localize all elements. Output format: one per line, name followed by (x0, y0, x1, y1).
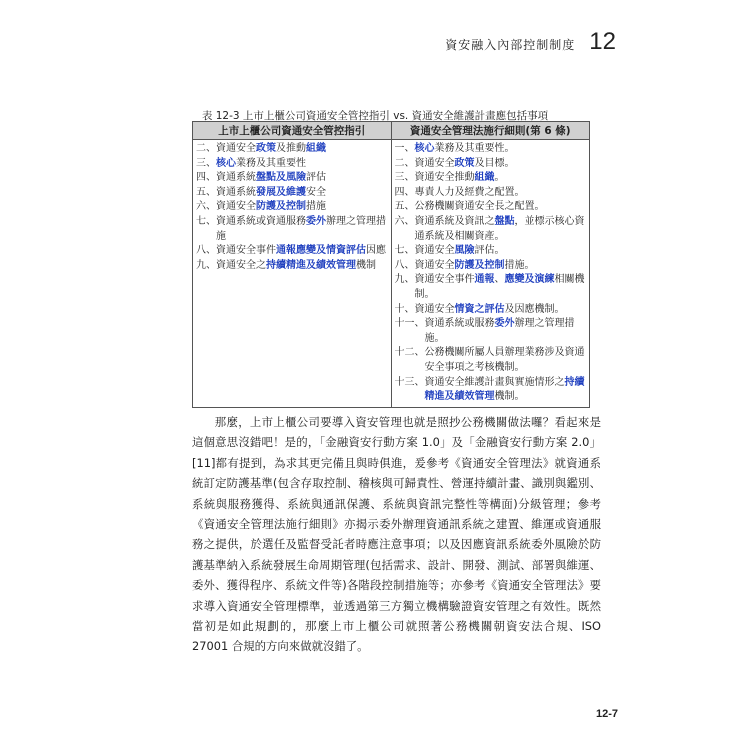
table-item (196, 186, 388, 201)
item-text (216, 157, 388, 172)
item-index: 四、 (196, 172, 216, 184)
item-text-segment: ，並標示核心資通系統及相關資產。 (414, 215, 585, 242)
item-text (216, 200, 388, 215)
item-text (415, 142, 587, 157)
item-text-segment: 措施。 (504, 259, 535, 271)
highlighted-term: 盤點及風險 (256, 172, 306, 184)
item-index: 十三、 (394, 376, 425, 388)
left-column (193, 140, 392, 408)
item-text-segment: 業務及其重要性。 (434, 143, 515, 154)
table-item (395, 244, 587, 259)
item-text-segment: 措施 (306, 201, 326, 213)
item-index: 五、 (196, 186, 216, 198)
highlighted-term: 組織 (306, 143, 326, 154)
item-text-segment: 資通安全 (414, 303, 455, 315)
highlighted-term: 通報 (474, 274, 495, 286)
item-index: 九、 (394, 274, 415, 286)
highlighted-term: 持續精進及績效管理 (424, 376, 585, 403)
highlighted-term: 盤點 (494, 215, 515, 227)
item-text (415, 244, 587, 259)
item-text-segment: 辦理之管理措施 (216, 215, 386, 242)
table-item (395, 273, 587, 302)
table-item (395, 259, 587, 274)
table-item (395, 142, 587, 157)
table-item (395, 376, 587, 405)
table-item (196, 142, 388, 157)
item-text-segment: 資通系統 (216, 172, 256, 184)
item-index: 八、 (196, 245, 216, 257)
table-item (196, 244, 388, 259)
item-text-segment: 資通系統及資訊之 (414, 215, 495, 227)
body-text (192, 412, 601, 657)
highlighted-term: 組織 (474, 172, 495, 184)
item-text (415, 259, 587, 274)
highlighted-term: 情資之評估 (454, 303, 505, 315)
item-text-segment: 業務及其重要性 (236, 157, 306, 169)
table-item (196, 157, 388, 172)
item-text-segment: 機制。 (494, 391, 525, 403)
item-text-segment: 資通安全 (216, 143, 256, 154)
item-index: 五、 (394, 201, 415, 213)
item-text-segment: 及因應機制。 (504, 303, 565, 315)
table-item (395, 200, 587, 215)
table-item (196, 215, 388, 244)
item-index: 十一、 (394, 318, 425, 330)
item-text-segment: 資通系統或資通服務 (216, 215, 306, 227)
item-text-segment: 資通安全事件 (414, 274, 475, 286)
item-text-segment: 評估 (306, 172, 326, 184)
item-text-segment: 及目標。 (474, 157, 515, 169)
item-text-segment: 及推動 (276, 143, 306, 154)
item-text-segment: 機制 (356, 259, 376, 271)
table-item (395, 346, 587, 375)
item-text-segment: 資通系統 (216, 186, 256, 198)
item-text (425, 346, 587, 375)
item-text-segment: 資通安全之 (216, 259, 266, 271)
highlighted-term: 核心 (216, 157, 236, 169)
table-item (395, 303, 587, 318)
running-header (445, 28, 616, 56)
highlighted-term: 政策 (256, 143, 276, 154)
highlighted-term: 應變及演練 (504, 274, 555, 286)
item-index: 三、 (196, 157, 216, 169)
right-column (391, 140, 590, 408)
item-text-segment: 公務機關所屬人員辦理業務涉及資通安全事項之考核機制。 (424, 347, 585, 373)
highlighted-term: 政策 (454, 157, 475, 169)
item-text (216, 244, 388, 259)
highlighted-term: 核心 (414, 143, 435, 154)
item-text (415, 157, 587, 172)
item-text-segment: 、 (494, 274, 505, 286)
item-index: 六、 (196, 201, 216, 213)
table-item (196, 259, 388, 274)
item-index: 四、 (394, 186, 415, 198)
highlighted-term: 風險 (454, 245, 475, 257)
page-number: 12-7 (595, 708, 618, 720)
table-header-left: 上市上櫃公司資通安全管控指引 (193, 122, 392, 140)
item-text (415, 215, 587, 244)
item-text-segment: 因應 (366, 245, 386, 257)
comparison-table (192, 121, 590, 408)
item-text-segment: 資通安全事件 (216, 245, 276, 257)
item-text (216, 259, 388, 274)
item-text (216, 186, 388, 201)
table-item (395, 215, 587, 244)
item-text-segment: 專責人力及經費之配置。 (414, 186, 525, 198)
highlighted-term: 防護及控制 (454, 259, 505, 271)
item-index: 二、 (394, 157, 415, 169)
item-text (216, 142, 388, 157)
item-index: 一、 (394, 143, 415, 154)
item-text (216, 215, 388, 244)
item-text (216, 171, 388, 186)
highlighted-term: 持續精進及績效管理 (266, 259, 356, 271)
item-text-segment: 資通安全 (216, 201, 256, 213)
item-text (415, 273, 587, 302)
item-index: 八、 (394, 259, 415, 271)
item-index: 六、 (394, 215, 415, 227)
item-text (415, 200, 587, 215)
chapter-title: 資安融入內部控制制度 (445, 38, 576, 52)
highlighted-term: 通報應變及情資評估 (276, 245, 366, 257)
table-item (395, 157, 587, 172)
item-index: 二、 (196, 143, 216, 154)
item-text-segment: 資通安全 (414, 157, 455, 169)
highlighted-term: 發展及維護 (256, 186, 306, 198)
item-text-segment: 安全 (306, 186, 326, 198)
item-index: 七、 (394, 245, 415, 257)
item-text-segment: 。 (494, 172, 505, 184)
body-paragraph: 那麼，上市上櫃公司要導入資安管理也就是照抄公務機關做法囉？看起來是這個意思沒錯吧！是的，「金融資安行動方案 1.0」及「金融資安行動方案 2.0」[11]都有提到，為求其更完備且與時俱進，爰參考《資通安全管理法》就資通系統訂定防護基準(包含存取控制、稽核與可歸責性、營運持續計畫、識別與鑑別、系統與服務獲得、系統與通訊保護、系統與資訊完整性等構面)分級管理；參考《資通安全管理法施行細則》亦揭示委外辦理資通訊系統之建置、維運或資通服務之提供，於選任及監督受託者時應注意事項；以及因應資訊系統委外風險於防護基準納入系統發展生命周期管理(包括需求、設計、開發、測試、部署與維運、委外、獲得程序、系統文件等)各階段控制措施等；亦參考《資通安全管理法》要求導入資通安全管理標準，並透過第三方獨立機構驗證資安管理之有效性。既然當初是如此規劃的，那麼上市上櫃公司就照著公務機關朝資安法合規、ISO 27001 合規的方向來做就沒錯了。 (192, 415, 601, 654)
item-text-segment: 辦理之管理措施。 (424, 318, 575, 344)
highlighted-term: 委外 (306, 215, 326, 227)
item-text (425, 317, 587, 346)
table-item (395, 171, 587, 186)
item-text-segment: 資通安全 (414, 245, 455, 257)
item-text (415, 186, 587, 201)
chapter-number: 12 (589, 28, 616, 55)
item-text-segment: 公務機關資通安全長之配置。 (414, 201, 545, 213)
item-index: 三、 (394, 172, 415, 184)
table-item (395, 186, 587, 201)
table-header-right: 資通安全管理法施行細則(第 6 條) (391, 122, 590, 140)
item-text-segment: 資通安全 (414, 259, 455, 271)
item-text-segment: 資通系統或服務 (424, 318, 495, 330)
item-index: 七、 (196, 215, 216, 227)
item-text (415, 303, 587, 318)
item-index: 九、 (196, 259, 216, 271)
item-text-segment: 資通安全推動 (414, 172, 475, 184)
item-text-segment: 資通安全維護計畫與實施情形之 (424, 376, 565, 388)
table-item (395, 317, 587, 346)
table-caption: 表 12-3 上市上櫃公司資通安全管控指引 vs. 資通安全維護計畫應包括事項 (201, 110, 549, 122)
item-index: 十二、 (394, 347, 425, 359)
item-index: 十、 (394, 303, 415, 315)
item-text (425, 376, 587, 405)
highlighted-term: 委外 (494, 318, 515, 330)
highlighted-term: 防護及控制 (256, 201, 306, 213)
item-text-segment: 評估。 (474, 245, 505, 257)
item-text (415, 171, 587, 186)
item-text-segment: 相關機制。 (414, 274, 585, 300)
table-item (196, 171, 388, 186)
table-item (196, 200, 388, 215)
